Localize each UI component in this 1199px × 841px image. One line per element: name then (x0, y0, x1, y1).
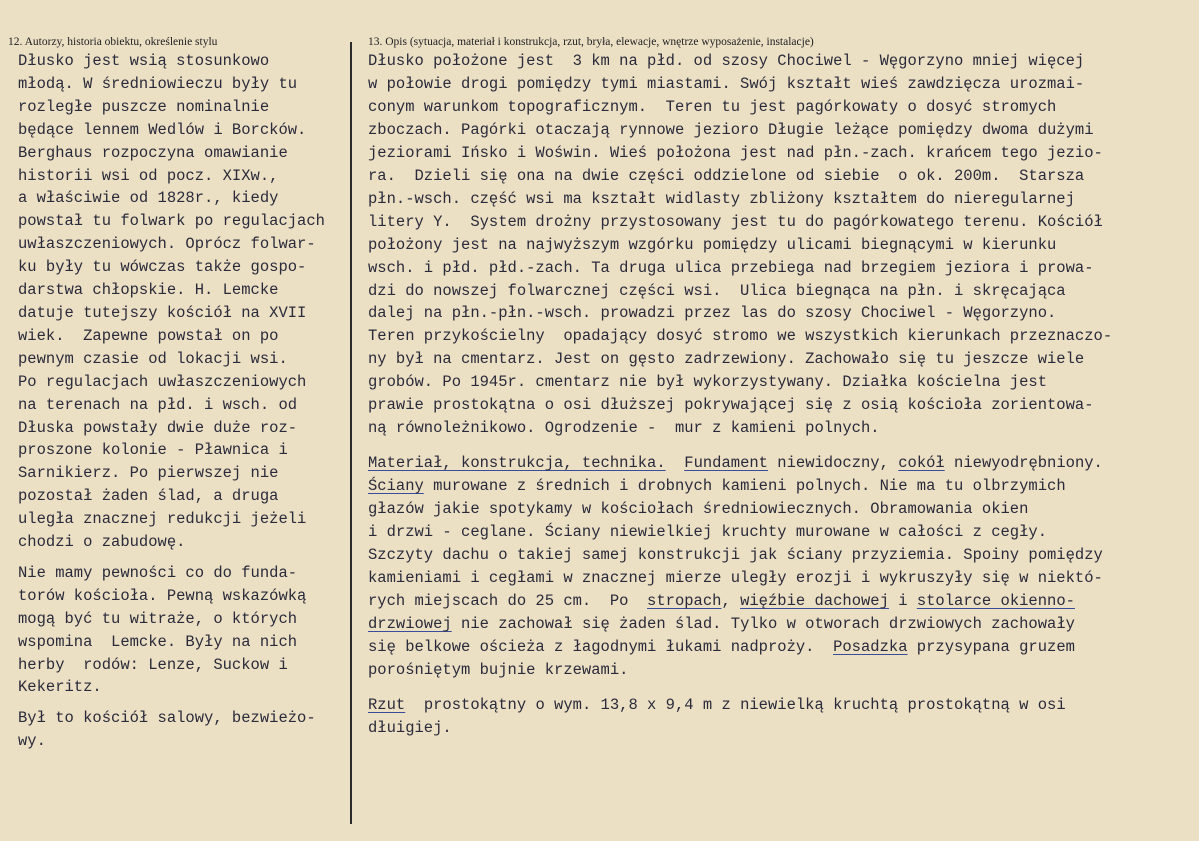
text-line: prawie prostokątna o osi dłuższej pokrywającej się z osią kościoła zorientowa- (368, 396, 1094, 415)
stolarka-term: stolarce okienno- (916, 591, 1075, 610)
rzut-paragraph (368, 694, 1194, 740)
drzwiowej-term: drzwiowej (368, 614, 452, 633)
text-line: dłuigiej. (368, 718, 452, 737)
text-line: ną równoleżnikowo. Ogrodzenie - mur z kamieni polnych. (368, 419, 880, 438)
text-line: chodzi o zabudowę. (18, 533, 186, 552)
text-line: Teren przykościelny opadający dosyć stromo we wszystkich kierunkach przeznaczo- (368, 327, 1113, 346)
text-segment: niewidoczny, (767, 454, 899, 473)
text-line: porośniętym bujnie krzewami. (368, 660, 629, 679)
history-paragraph-3 (18, 707, 353, 753)
text-segment: i (888, 591, 917, 610)
text-line: wy. (18, 732, 46, 751)
history-column (18, 50, 353, 753)
text-line: Dłusko położone jest 3 km na płd. od szosy Chociwel - Węgorzyno mniej więcej (368, 52, 1085, 70)
cokol-term: cokół (898, 454, 945, 473)
text-line: litery Y. System drożny przystosowany jest tu do pagórkowatego terenu. Kościół (368, 212, 1103, 231)
text-line (368, 613, 1194, 636)
text-segment: murowane z średnich i drobnych kamieni polnych. Nie ma tu olbrzymich (423, 477, 1066, 496)
text-line: Dłuska powstały dwie duże roz- (18, 418, 298, 437)
text-segment: , (721, 591, 741, 610)
section-13-header: 13. Opis (sytuacja, materiał i konstrukcja, rzut, bryła, elewacje, wnętrze wyposażenie, instalacje) (368, 36, 814, 48)
text-line: powstał tu folwark po regulacjach (18, 212, 325, 231)
text-line: dzi do nowszej folwarcznej części wsi. Ulica biegnąca na płn. i skręcająca (368, 281, 1066, 300)
text-line (368, 590, 1194, 613)
text-line: wspomina Lemcke. Były na nich (18, 632, 298, 651)
text-line: pozostał żaden ślad, a druga (18, 487, 279, 506)
text-segment: prostokątny o wym. 13,8 x 9,4 m z niewielką kruchtą prostokątną w osi (405, 695, 1066, 714)
text-line: mogą być tu witraże, o których (18, 609, 298, 628)
text-line: torów kościoła. Pewną wskazówką (18, 586, 307, 605)
material-paragraph (368, 452, 1194, 682)
text-line: młodą. W średniowieczu były tu (18, 74, 298, 93)
text-line: grobów. Po 1945r. cmentarz nie był wykorzystywany. Działka kościelna jest (368, 373, 1048, 392)
text-line: historii wsi od pocz. XIXw., (18, 166, 279, 185)
text-line: datuje tutejszy kościół na XVII (18, 303, 307, 322)
text-line: Szczyty dachu o takiej samej konstrukcji jak ściany przyziemia. Spoiny pomiędzy (368, 546, 1103, 565)
text-line: uwłaszczeniowych. Oprócz folwar- (18, 235, 316, 254)
text-line: conym warunkom topograficznym. Teren tu jest pagórkowaty o dosyć stromych (368, 97, 1057, 116)
text-line (368, 636, 1194, 659)
text-line: Kekeritz. (18, 678, 102, 697)
text-line: herby rodów: Lenze, Suckow i (18, 655, 288, 674)
description-column (368, 50, 1194, 740)
text-line: płn.-wsch. część wsi ma kształt widlasty zbliżony kształtem do nieregularnej (368, 189, 1075, 208)
text-line: w połowie drogi pomiędzy tymi miastami. Swój kształt wieś zawdzięcza urozmai- (368, 74, 1085, 93)
text-line: a właściwie od 1828r., kiedy (18, 189, 279, 208)
text-line: jeziorami Ińsko i Woświn. Wieś położona jest nad płn.-zach. krańcem tego jezio- (368, 143, 1103, 162)
history-paragraph-2 (18, 562, 353, 699)
text-line: wsch. i płd. płd.-zach. Ta druga ulica przebiega nad brzegiem jeziora i prowa- (368, 258, 1094, 277)
text-line: będące lennem Wedlów i Borcków. (18, 120, 307, 139)
text-segment: rych miejscach do 25 cm. Po (368, 591, 648, 610)
text-line (368, 452, 1194, 475)
text-line: ra. Dzieli się ona na dwie części oddzielone od siebie o ok. 200m. Starsza (368, 166, 1085, 185)
text-line (368, 475, 1194, 498)
text-segment: się belkowe ościeża z łagodnymi łukami nadproży. (368, 637, 834, 656)
text-line: Nie mamy pewności co do funda- (18, 563, 298, 582)
text-line: i drzwi - ceglane. Ściany niewielkiej kruchty murowane w całości z cegły. (368, 523, 1048, 542)
text-line: Był to kościół salowy, bezwieżo- (18, 709, 316, 728)
material-heading: Materiał, konstrukcja, technika. (368, 454, 666, 473)
situation-paragraph (368, 50, 1194, 440)
stropach-term: stropach (647, 591, 722, 610)
text-line: ku były tu wówczas także gospo- (18, 258, 307, 277)
text-segment: nie zachował się żaden ślad. Tylko w otworach drzwiowych zachowały (451, 614, 1075, 633)
text-line: rozległe puszcze nominalnie (18, 97, 270, 116)
text-line: Po regulacjach uwłaszczeniowych (18, 372, 307, 391)
text-line: ny był na cmentarz. Jest on gęsto zadrzewiony. Zachowało się tu jeszcze wiele (368, 350, 1085, 369)
text-line: uległa znacznej redukcji jeżeli (18, 510, 307, 529)
history-paragraph-1 (18, 50, 353, 554)
text-line: wiek. Zapewne powstał on po (18, 326, 279, 345)
posadzka-term: Posadzka (833, 637, 908, 656)
text-line: Berghaus rozpoczyna omawianie (18, 143, 288, 162)
text-line: pewnym czasie od lokacji wsi. (18, 349, 288, 368)
text-line: kamieniami i cegłami w znacznej mierze uległy erozji i wykruszyły się w niektó- (368, 568, 1103, 587)
rzut-term: Rzut (368, 695, 406, 714)
sciany-term: Ściany (368, 477, 424, 496)
text-line: na terenach na płd. i wsch. od (18, 395, 298, 414)
text-line (368, 694, 1194, 717)
text-line: Dłusko jest wsią stosunkowo (18, 52, 270, 70)
fundament-term: Fundament (684, 454, 768, 473)
text-line: dalej na płn.-płn.-wsch. prowadzi przez las do szosy Chociwel - Węgorzyno. (368, 304, 1057, 323)
text-line: Sarnikierz. Po pierwszej nie (18, 464, 279, 483)
text-segment: niewyodrębniony. (944, 454, 1103, 473)
text-line: położony jest na najwyższym wzgórku pomiędzy ulicami biegnącymi w kierunku (368, 235, 1057, 254)
text-line: proszone kolonie - Pławnica i (18, 441, 288, 460)
text-segment: przysypana gruzem (907, 637, 1075, 656)
text-line: darstwa chłopskie. H. Lemcke (18, 281, 279, 300)
wiezba-term: więźbie dachowej (740, 591, 889, 610)
text-line: głazów jakie spotykamy w kościołach średniowiecznych. Obramowania okien (368, 500, 1029, 519)
text-line: zboczach. Pagórki otaczają rynnowe jezioro Długie leżące pomiędzy dwoma dużymi (368, 120, 1094, 139)
section-12-header: 12. Autorzy, historia obiektu, określenie stylu (8, 36, 218, 48)
